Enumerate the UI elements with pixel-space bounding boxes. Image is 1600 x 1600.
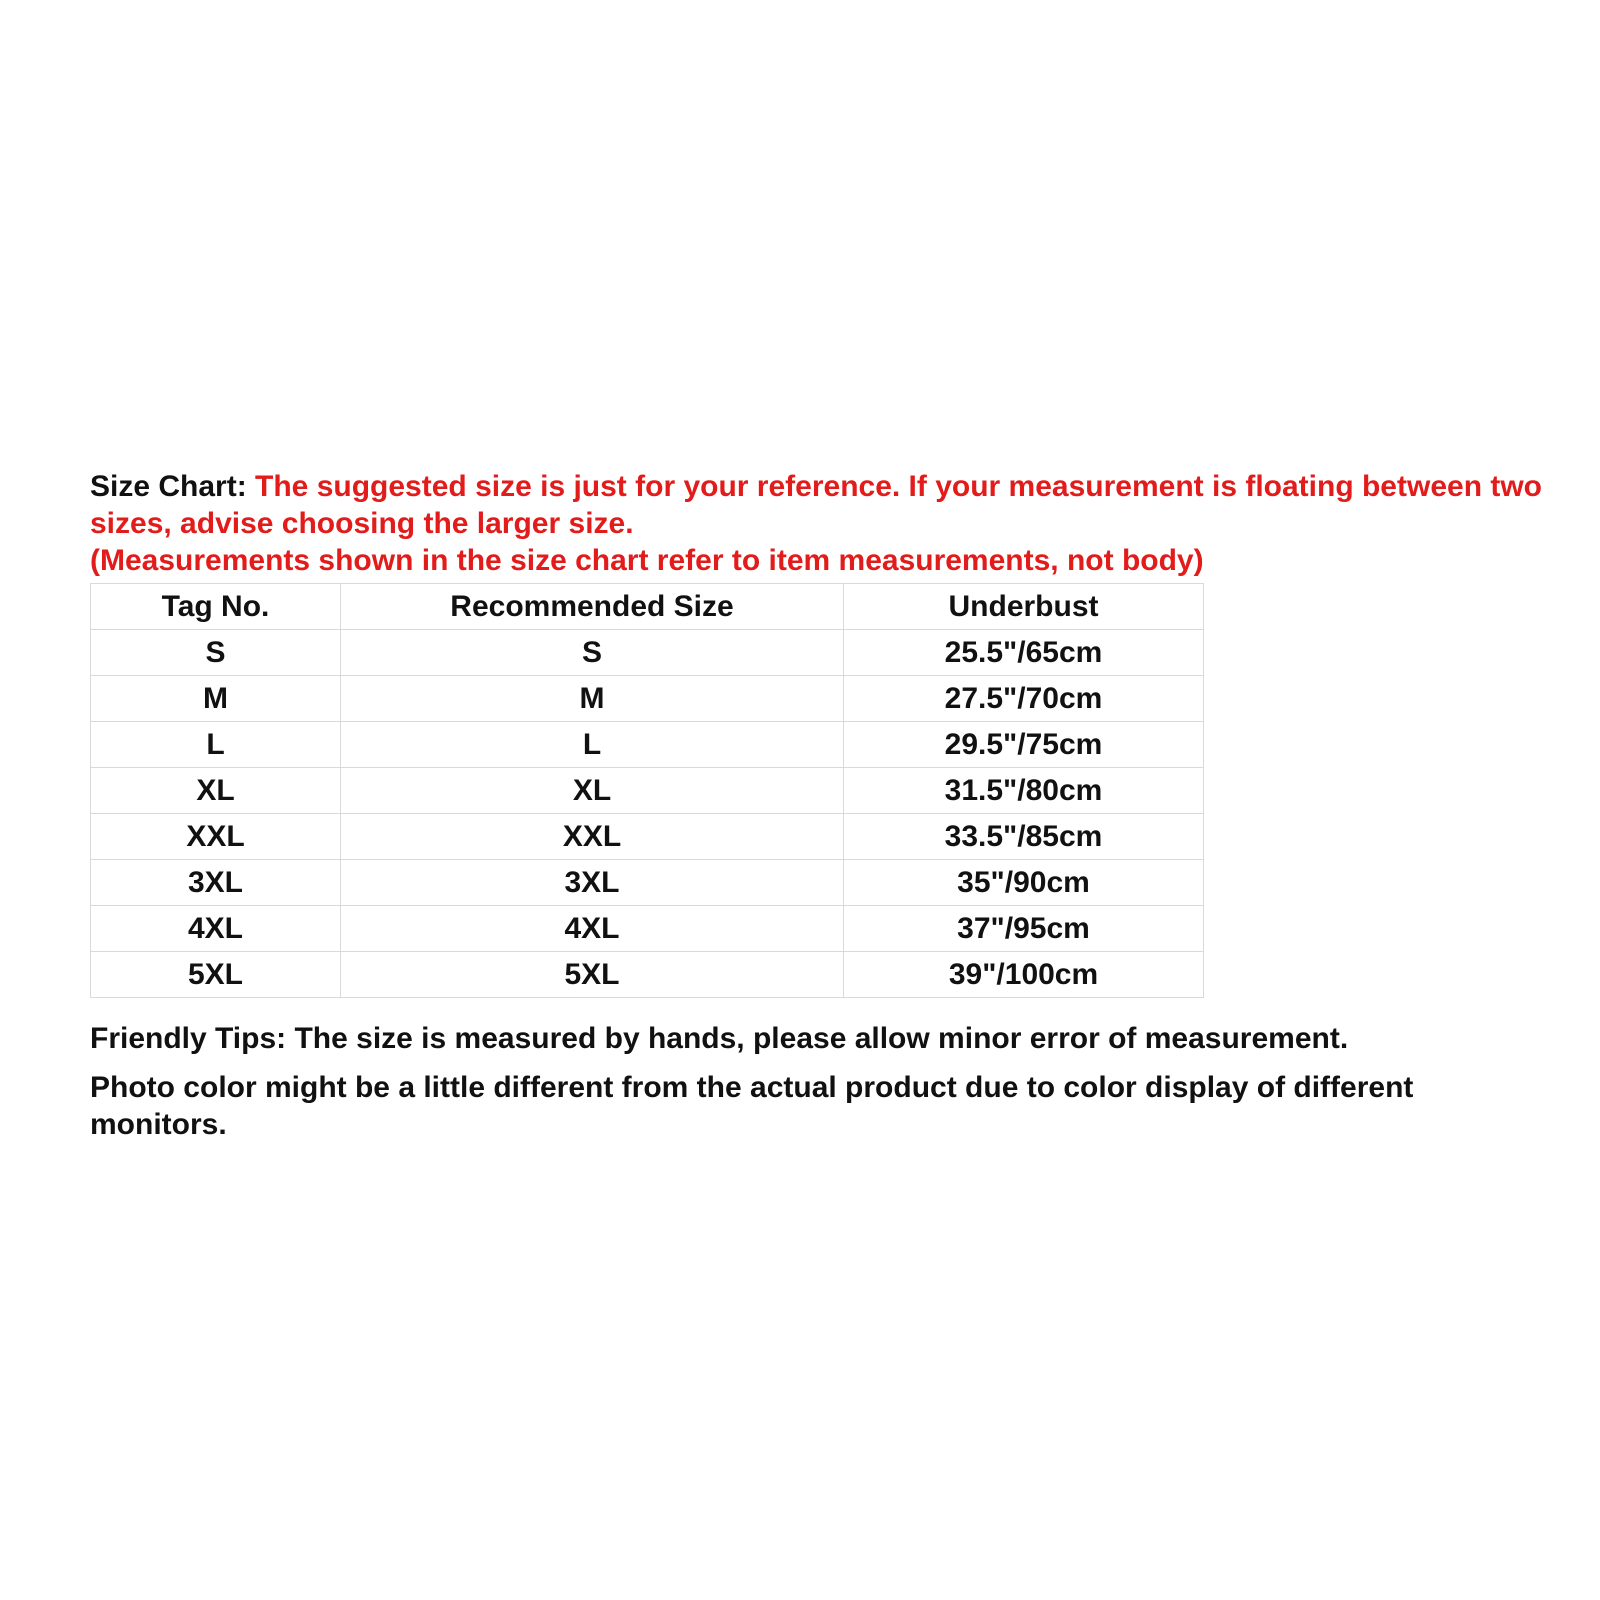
table-row	[91, 630, 1204, 676]
tag-no-cell: L	[91, 722, 341, 768]
table-row	[91, 768, 1204, 814]
table-row	[91, 722, 1204, 768]
size-reference-note: The suggested size is just for your reference. If your measurement is floating between two sizes, advise choosing the larger size.	[90, 470, 1542, 540]
underbust-cell: 33.5"/85cm	[844, 814, 1204, 860]
table-row	[91, 814, 1204, 860]
tag-no-cell: 3XL	[91, 860, 341, 906]
size-chart-intro	[90, 468, 1550, 579]
recommended-size-cell: XL	[341, 768, 844, 814]
tips-section	[90, 1020, 1550, 1143]
recommended-size-cell: 5XL	[341, 952, 844, 998]
tag-no-cell: XXL	[91, 814, 341, 860]
recommended-size-cell: L	[341, 722, 844, 768]
underbust-cell: 29.5"/75cm	[844, 722, 1204, 768]
header-recommended-size: Recommended Size	[341, 584, 844, 630]
table-row	[91, 676, 1204, 722]
table-row	[91, 906, 1204, 952]
size-chart-label: Size Chart:	[90, 470, 256, 503]
tag-no-cell: 5XL	[91, 952, 341, 998]
recommended-size-cell: S	[341, 630, 844, 676]
tag-no-cell: M	[91, 676, 341, 722]
recommended-size-cell: XXL	[341, 814, 844, 860]
size-table	[90, 583, 1204, 998]
recommended-size-cell: M	[341, 676, 844, 722]
friendly-tips: Friendly Tips: The size is measured by hands, please allow minor error of measurement.	[90, 1022, 1349, 1055]
underbust-cell: 31.5"/80cm	[844, 768, 1204, 814]
underbust-cell: 39"/100cm	[844, 952, 1204, 998]
underbust-cell: 27.5"/70cm	[844, 676, 1204, 722]
underbust-cell: 25.5"/65cm	[844, 630, 1204, 676]
photo-color-note: Photo color might be a little different from the actual product due to color display of different monitors.	[90, 1071, 1414, 1141]
recommended-size-cell: 4XL	[341, 906, 844, 952]
header-tag-no: Tag No.	[91, 584, 341, 630]
tag-no-cell: S	[91, 630, 341, 676]
size-chart-section	[90, 468, 1550, 1143]
measurement-note: (Measurements shown in the size chart refer to item measurements, not body)	[90, 544, 1204, 577]
tag-no-cell: 4XL	[91, 906, 341, 952]
tag-no-cell: XL	[91, 768, 341, 814]
header-underbust: Underbust	[844, 584, 1204, 630]
underbust-cell: 35"/90cm	[844, 860, 1204, 906]
recommended-size-cell: 3XL	[341, 860, 844, 906]
table-header-row	[91, 584, 1204, 630]
underbust-cell: 37"/95cm	[844, 906, 1204, 952]
table-row	[91, 860, 1204, 906]
table-row	[91, 952, 1204, 998]
